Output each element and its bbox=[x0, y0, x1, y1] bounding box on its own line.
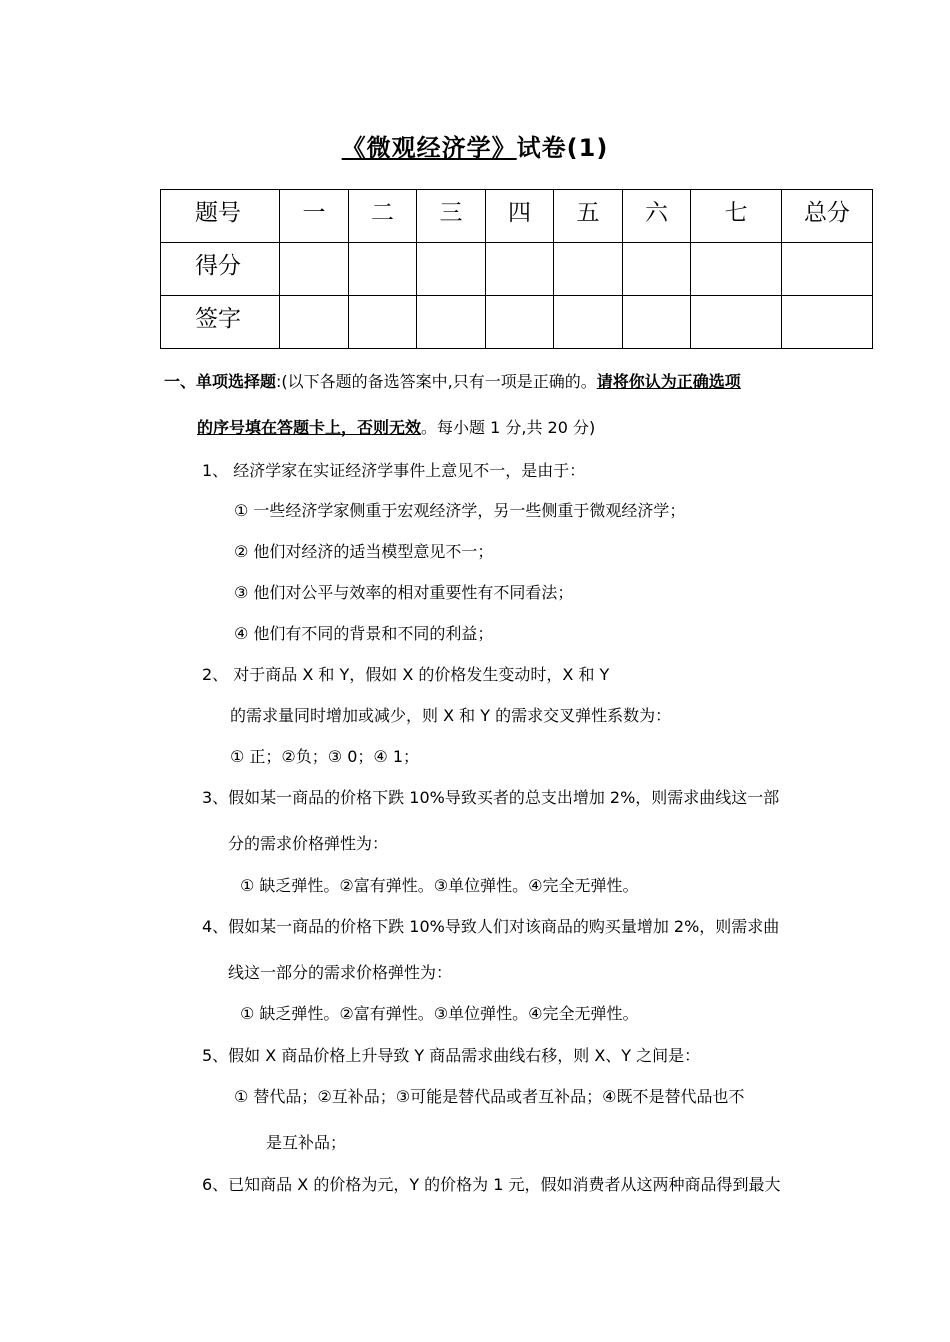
question-5-stem: 5、假如 X 商品价格上升导致 Y 商品需求曲线右移，则 X、Y 之间是： bbox=[202, 1046, 701, 1065]
signature-row bbox=[161, 296, 873, 349]
header-cell-total: 总分 bbox=[782, 190, 873, 243]
exam-title bbox=[0, 128, 950, 163]
score-cell[interactable] bbox=[280, 243, 349, 296]
score-row bbox=[161, 243, 873, 296]
row-label-score: 得分 bbox=[161, 243, 280, 296]
question-3-options: ① 缺乏弹性。②富有弹性。③单位弹性。④完全无弹性。 bbox=[240, 876, 639, 895]
header-cell-4: 四 bbox=[486, 190, 554, 243]
score-cell[interactable] bbox=[486, 243, 554, 296]
section-instruction-tail: 。每小题 1 分,共 20 分) bbox=[421, 418, 596, 437]
signature-cell[interactable] bbox=[486, 296, 554, 349]
question-5-options: ① 替代品；②互补品；③可能是替代品或者互补品；④既不是替代品也不 bbox=[234, 1087, 745, 1106]
score-cell[interactable] bbox=[417, 243, 486, 296]
question-1-option-2: ② 他们对经济的适当模型意见不一； bbox=[234, 542, 494, 561]
question-5-options-cont: 是互补品； bbox=[266, 1133, 347, 1152]
header-cell-5: 五 bbox=[554, 190, 623, 243]
section-instruction-line2 bbox=[197, 415, 595, 438]
section-instruction: :(以下各题的备选答案中,只有一项是正确的。 bbox=[276, 372, 597, 391]
section-heading bbox=[164, 369, 741, 392]
question-3-stem-cont: 分的需求价格弹性为： bbox=[228, 834, 389, 853]
signature-cell[interactable] bbox=[417, 296, 486, 349]
section-instruction-emphasis-2: 的序号填在答题卡上，否则无效 bbox=[197, 418, 422, 437]
header-cell-2: 二 bbox=[349, 190, 417, 243]
signature-cell[interactable] bbox=[280, 296, 349, 349]
question-2-stem: 2、 对于商品 X 和 Y，假如 X 的价格发生变动时，X 和 Y bbox=[202, 665, 610, 684]
row-label-signature: 签字 bbox=[161, 296, 280, 349]
score-cell[interactable] bbox=[554, 243, 623, 296]
question-1-option-1: ① 一些经济学家侧重于宏观经济学，另一些侧重于微观经济学； bbox=[234, 501, 686, 520]
header-cell-1: 一 bbox=[280, 190, 349, 243]
score-table bbox=[160, 189, 873, 349]
signature-cell[interactable] bbox=[349, 296, 417, 349]
signature-cell[interactable] bbox=[782, 296, 873, 349]
question-4-stem-cont: 线这一部分的需求价格弹性为： bbox=[228, 963, 453, 982]
question-3-stem: 3、假如某一商品的价格下跌 10%导致买者的总支出增加 2%，则需求曲线这一部 bbox=[202, 788, 780, 807]
score-cell[interactable] bbox=[782, 243, 873, 296]
question-4-stem: 4、假如某一商品的价格下跌 10%导致人们对该商品的购买量增加 2%，则需求曲 bbox=[202, 917, 780, 936]
header-cell-question-no: 题号 bbox=[161, 190, 280, 243]
score-table-header-row bbox=[161, 190, 873, 243]
section-title: 单项选择题 bbox=[196, 372, 277, 391]
signature-cell[interactable] bbox=[623, 296, 691, 349]
header-cell-6: 六 bbox=[623, 190, 691, 243]
section-number: 一、 bbox=[164, 372, 197, 391]
question-2-stem-cont: 的需求量同时增加或减少，则 X 和 Y 的需求交叉弹性系数为： bbox=[230, 706, 672, 725]
question-2-options: ① 正；②负；③ 0；④ 1； bbox=[230, 747, 419, 766]
score-cell[interactable] bbox=[623, 243, 691, 296]
header-cell-3: 三 bbox=[417, 190, 486, 243]
question-4-options: ① 缺乏弹性。②富有弹性。③单位弹性。④完全无弹性。 bbox=[240, 1004, 639, 1023]
question-1-option-4: ④ 他们有不同的背景和不同的利益； bbox=[234, 624, 494, 643]
question-1-option-3: ③ 他们对公平与效率的相对重要性有不同看法； bbox=[234, 583, 574, 602]
signature-cell[interactable] bbox=[691, 296, 782, 349]
score-cell[interactable] bbox=[349, 243, 417, 296]
signature-cell[interactable] bbox=[554, 296, 623, 349]
question-1-stem: 1、 经济学家在实证经济学事件上意见不一，是由于： bbox=[202, 461, 586, 480]
header-cell-7: 七 bbox=[691, 190, 782, 243]
section-instruction-emphasis: 请将你认为正确选项 bbox=[596, 372, 741, 391]
exam-title-course: 《微观经济学》 bbox=[341, 134, 517, 162]
score-cell[interactable] bbox=[691, 243, 782, 296]
exam-title-paper: 试卷(1) bbox=[516, 134, 609, 162]
question-6-stem: 6、已知商品 X 的价格为元，Y 的价格为 1 元，假如消费者从这两种商品得到最大 bbox=[202, 1175, 781, 1194]
